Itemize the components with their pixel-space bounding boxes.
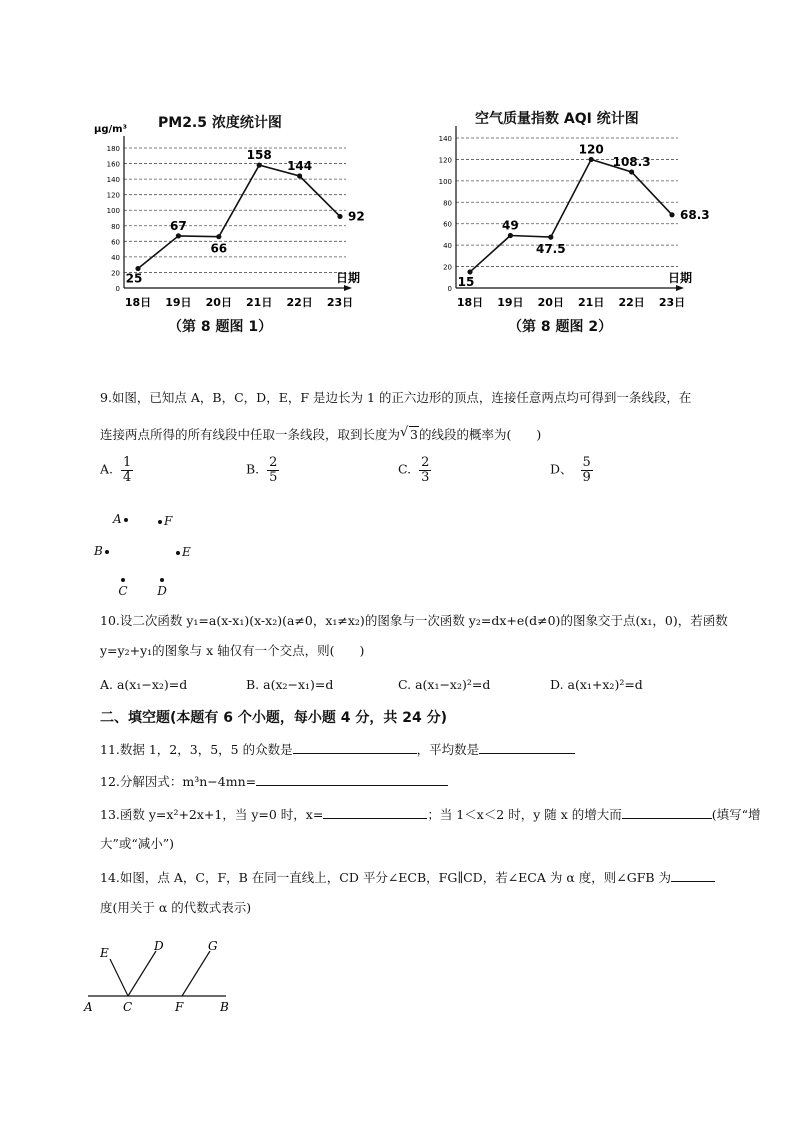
x-axis-label: 日期 — [336, 271, 361, 285]
y-tick-label: 20 — [443, 263, 452, 272]
y-tick-label: 60 — [111, 238, 120, 247]
label-d: D — [154, 939, 164, 953]
data-point — [176, 233, 181, 238]
q9-option-c: C. $\frac{2}{3}$ — [398, 455, 430, 485]
x-tick-label: 22日 — [286, 296, 313, 309]
data-label: 25 — [125, 271, 143, 286]
q11: 11.数据 1，2，3，5，5 的众数是 ，平均数是 — [100, 741, 575, 757]
x-tick-label: 19日 — [165, 296, 192, 309]
y-tick-label: 80 — [111, 222, 120, 231]
data-label: 68.3 — [680, 207, 710, 222]
q9-line1: 9.如图，已知点 A，B，C，D，E，F 是边长为 1 的正六边形的顶点，连接任意两点均可得到一条线段，在 — [100, 390, 692, 405]
x-tick-label: 21日 — [246, 296, 273, 309]
data-point — [508, 233, 513, 238]
data-label: 120 — [578, 142, 604, 157]
y-tick-label: 180 — [106, 145, 120, 153]
data-point — [257, 163, 262, 168]
data-label: 66 — [210, 241, 228, 256]
ray-ce — [110, 959, 128, 996]
data-label: 15 — [457, 274, 475, 289]
y-tick-label: 40 — [111, 253, 120, 262]
data-point — [629, 169, 634, 174]
q14-line2: 度(用关于 α 的代数式表示) — [100, 900, 252, 915]
sqrt-symbol: √ 3 — [400, 425, 418, 442]
point-c: C — [118, 578, 128, 598]
x-axis-label: 日期 — [668, 271, 693, 285]
q9-line2-a: 连接两点所得的所有线段中任取一条线段，取到长度为 — [100, 427, 401, 442]
data-label: 158 — [246, 148, 272, 163]
y-tick-label: 140 — [438, 135, 452, 143]
x-tick-label: 20日 — [205, 296, 232, 309]
y-tick-label: 0 — [115, 285, 120, 293]
data-point — [589, 157, 594, 162]
q9-option-d: D、 $\frac{5}{9}$ — [550, 455, 591, 485]
data-point — [669, 212, 674, 217]
label-b: B — [220, 1000, 229, 1014]
chart-caption: （第 8 题图 2） — [508, 319, 613, 335]
answer-blank[interactable] — [479, 741, 575, 754]
chart-title: PM2.5 浓度统计图 — [158, 115, 282, 131]
q14-line1: 14.如图，点 A，C，F，B 在同一直线上，CD 平分∠ECB，FG∥CD，若∠ECA 为 α 度，则∠GFB 为 — [100, 869, 715, 885]
angle-figure — [78, 935, 248, 1020]
q10-option-c: C. a(x₁−x₂)²=d — [398, 677, 491, 692]
y-tick-label: 120 — [106, 191, 120, 200]
label-f: F — [175, 1000, 184, 1014]
q9-option-a: A. $\frac{1}{4}$ — [100, 455, 132, 485]
y-tick-label: 40 — [443, 242, 452, 251]
section-heading: 二、填空题(本题有 6 个小题，每小题 4 分，共 24 分) — [100, 710, 448, 726]
data-point — [337, 214, 342, 219]
x-tick-label: 23日 — [658, 296, 686, 309]
q10-option-b: B. a(x₂−x₁)=d — [246, 677, 334, 692]
answer-blank[interactable] — [671, 869, 715, 882]
q13-line2: 大”或“减小”) — [100, 836, 175, 851]
aqi-chart-svg — [420, 108, 710, 318]
q13-line1: 13.函数 y=x²+2x+1，当 y=0 时，x= ；当 1＜x＜2 时，y 随 x 的增大而 (填写“增 — [100, 807, 761, 822]
data-label: 144 — [287, 159, 313, 173]
data-label: 92 — [348, 209, 365, 224]
q9-line2-b: 的线段的概率为( ) — [418, 427, 542, 442]
x-tick-label: 18日 — [124, 296, 152, 309]
y-tick-label: 100 — [106, 207, 120, 216]
q10-line1: 10.设二次函数 y₁=a(x-x₁)(x-x₂)(a≠0，x₁≠x₂)的图象与一次函数 y₂=dx+e(d≠0)的图象交于点(x₁，0)，若函数 — [100, 613, 728, 628]
y-tick-label: 0 — [447, 285, 452, 293]
data-label: 49 — [502, 218, 519, 233]
pm25-chart-svg — [88, 108, 378, 318]
q12: 12.分解因式：m³n−4mn= — [100, 773, 448, 789]
y-tick-label: 120 — [438, 156, 452, 165]
x-tick-label: 23日 — [326, 296, 354, 309]
y-tick-label: 160 — [106, 160, 120, 169]
x-axis-arrow — [344, 285, 352, 291]
y-tick-label: 140 — [106, 176, 120, 185]
ray-fg — [182, 951, 210, 996]
data-point — [467, 269, 472, 274]
answer-blank[interactable] — [256, 773, 448, 786]
data-point — [135, 266, 140, 271]
point-a: A — [113, 512, 128, 526]
data-label: 67 — [170, 218, 187, 233]
x-tick-label: 20日 — [537, 296, 564, 309]
q10-option-d: D. a(x₁+x₂)²=d — [550, 677, 643, 692]
y-tick-label: 20 — [111, 269, 120, 278]
label-g: G — [208, 939, 218, 953]
y-unit-label: μg/m³ — [94, 124, 127, 135]
chart-caption: （第 8 题图 1） — [168, 319, 273, 335]
point-e: E — [176, 545, 191, 559]
data-point — [548, 235, 553, 240]
pm25-chart — [88, 108, 378, 338]
q10-line2: y=y₂+y₁的图象与 x 轴仅有一个交点，则( ) — [100, 643, 365, 658]
point-d: D — [157, 578, 167, 598]
x-tick-label: 22日 — [618, 296, 645, 309]
x-axis-arrow — [676, 285, 684, 291]
answer-blank[interactable] — [622, 806, 712, 819]
label-e: E — [100, 946, 109, 960]
answer-blank[interactable] — [323, 806, 427, 819]
series-line — [470, 159, 672, 272]
y-tick-label: 80 — [443, 199, 452, 208]
data-label: 47.5 — [535, 242, 566, 257]
label-a: A — [84, 1000, 93, 1014]
x-tick-label: 19日 — [497, 296, 524, 309]
data-point — [216, 234, 221, 239]
series-line — [138, 165, 340, 268]
y-tick-label: 60 — [443, 220, 452, 229]
ray-cd — [128, 951, 156, 996]
point-f: F — [158, 514, 172, 528]
point-b: B — [94, 544, 109, 558]
chart-title: 空气质量指数 AQI 统计图 — [475, 111, 639, 127]
aqi-chart — [420, 108, 710, 338]
data-point — [297, 173, 302, 178]
answer-blank[interactable] — [293, 741, 417, 754]
q9-option-b: B. $\frac{2}{5}$ — [246, 455, 278, 485]
q9-line2 — [100, 427, 541, 442]
data-label: 108.3 — [612, 154, 651, 169]
label-c: C — [123, 1000, 133, 1014]
x-tick-label: 18日 — [456, 296, 484, 309]
q10-option-a: A. a(x₁−x₂)=d — [100, 677, 188, 692]
x-tick-label: 21日 — [578, 296, 605, 309]
y-tick-label: 100 — [438, 177, 452, 186]
